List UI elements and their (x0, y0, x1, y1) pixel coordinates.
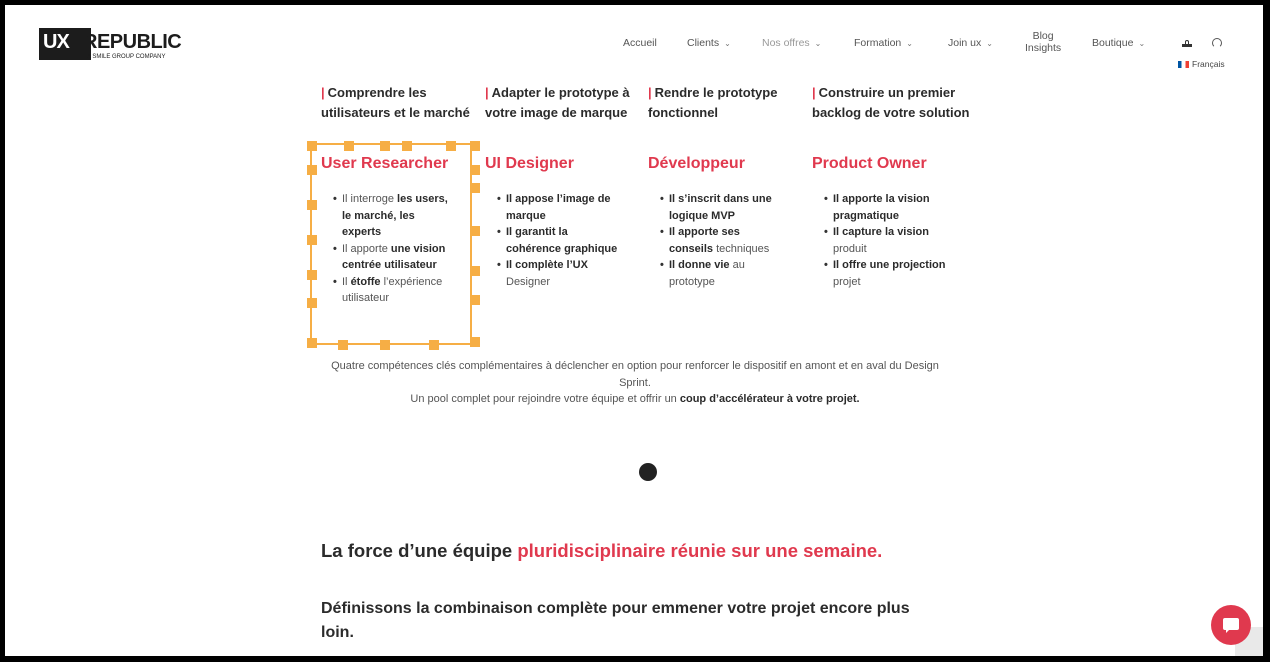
list-item-text: produit (833, 242, 867, 255)
nav-label: Join ux (948, 37, 982, 49)
nav-accueil[interactable] (623, 33, 657, 53)
list-item-bold: Il appose l’image de marque (506, 193, 611, 222)
page-frame (5, 5, 1263, 656)
list-item-text: Il interroge (342, 193, 398, 205)
resize-handle[interactable] (446, 141, 456, 151)
flag-fr-icon (1178, 61, 1189, 68)
nav-blog-insights[interactable] (1025, 30, 1061, 54)
nav-label: Boutique (1092, 37, 1134, 49)
resize-handle[interactable] (380, 340, 390, 350)
column-heading-3: | Rendre le prototype fonctionnel (648, 85, 778, 120)
chevron-down-icon: ⌄ (1138, 39, 1146, 48)
resize-handle[interactable] (307, 165, 317, 175)
resize-handle[interactable] (307, 235, 317, 245)
role-developpeur: Développeur (648, 155, 745, 172)
list-item-bold: Il apporte la vision pragmatique (833, 193, 930, 222)
nav-blog-line2: Insights (1025, 42, 1062, 54)
resize-handle[interactable] (470, 165, 480, 175)
list-item-bold: Il garantit la cohérence graphique (506, 226, 618, 255)
search-icon[interactable] (1212, 38, 1222, 48)
section-title-plain: La force d’une équipe (321, 540, 518, 561)
language-switcher[interactable] (1178, 59, 1225, 69)
role-list-3 (648, 191, 783, 290)
logo-republic-text: REPUBLIC (83, 31, 182, 53)
chevron-down-icon: ⌄ (814, 39, 822, 48)
list-item (485, 191, 620, 224)
list-item (812, 191, 947, 224)
list-item-bold: Il s’inscrit dans une logique MVP (669, 193, 772, 222)
resize-handle[interactable] (470, 226, 480, 236)
nav-boutique[interactable] (1092, 33, 1145, 54)
list-item-bold: Il donne vie (669, 259, 730, 271)
nav-formation[interactable] (854, 33, 913, 54)
column-heading-1: | Comprendre les utilisateurs et le marché (321, 85, 470, 120)
list-item-text: projet (833, 275, 861, 288)
nav-label: Formation (854, 37, 902, 49)
chat-button[interactable] (1211, 605, 1251, 645)
list-item-bold: Il capture la vision (833, 226, 929, 238)
resize-handle[interactable] (344, 141, 354, 151)
resize-handle[interactable] (338, 340, 348, 350)
list-item-text: l’expérience utilisateur (342, 275, 443, 304)
list-item (648, 191, 783, 224)
logo-tagline: A SMILE GROUP COMPANY (87, 54, 166, 60)
list-item-text: Il (342, 275, 351, 288)
resize-handle[interactable] (470, 266, 480, 276)
list-item (812, 224, 947, 257)
heading-text: Rendre le prototype fonctionnel (648, 85, 778, 120)
role-list-2 (485, 191, 620, 290)
list-item-text: techniques (713, 242, 770, 255)
resize-handle[interactable] (470, 183, 480, 193)
intro-line2-plain: Un pool complet pour rejoindre votre équipe et offrir un (410, 393, 680, 405)
heading-text: Comprendre les utilisateurs et le marché (321, 85, 470, 120)
resize-handle[interactable] (307, 338, 317, 348)
language-label: Français (1192, 59, 1225, 69)
resize-handle[interactable] (429, 340, 439, 350)
list-item-text: au prototype (669, 259, 745, 288)
intro-line2-bold: coup d’accélérateur à votre projet. (679, 393, 860, 405)
resize-handle[interactable] (307, 270, 317, 280)
cursor-dot (639, 463, 657, 481)
nav-join-ux[interactable] (948, 33, 993, 54)
column-heading-2: | Adapter le prototype à votre image de marque (485, 85, 630, 120)
selection-box[interactable] (310, 143, 472, 345)
list-item-text: Designer (506, 275, 551, 288)
cart-icon[interactable] (1181, 40, 1193, 50)
intro-paragraph (315, 358, 955, 408)
column-heading-4: | Construire un premier backlog de votre solution (812, 85, 970, 120)
resize-handle[interactable] (402, 141, 412, 151)
resize-handle[interactable] (470, 337, 480, 347)
list-item (812, 257, 947, 290)
role-product-owner: Product Owner (812, 155, 927, 172)
resize-handle[interactable] (380, 141, 390, 151)
heading-text: Construire un premier backlog de votre solution (812, 85, 970, 120)
list-item (648, 257, 783, 290)
role-user-researcher: User Researcher (321, 155, 449, 172)
resize-handle[interactable] (470, 141, 480, 151)
list-item-bold: une vision centrée utilisateur (342, 242, 446, 271)
resize-handle[interactable] (307, 141, 317, 151)
list-item-bold: les users, le marché, les experts (342, 193, 448, 238)
resize-handle[interactable] (470, 295, 480, 305)
section-title (321, 539, 941, 562)
section-title-accent: pluridisciplinaire réunie sur une semaine. (517, 540, 883, 561)
nav-nos-offres[interactable] (762, 33, 821, 54)
resize-handle[interactable] (307, 200, 317, 210)
role-ui-designer: UI Designer (485, 155, 574, 172)
chevron-down-icon: ⌄ (986, 39, 993, 48)
section-subtitle: Définissons la combinaison complète pour emmener votre projet encore plus loin. (321, 600, 910, 641)
list-item-bold: Il apporte ses conseils (669, 226, 740, 255)
chevron-down-icon: ⌄ (906, 39, 913, 48)
nav-label: Nos offres (762, 37, 810, 49)
list-item (485, 224, 620, 257)
list-item (648, 224, 783, 257)
intro-line2 (315, 391, 955, 408)
list-item-bold: Il offre une projection (833, 259, 946, 271)
nav-label: Accueil (623, 37, 657, 49)
resize-handle[interactable] (307, 298, 317, 308)
heading-text: Adapter le prototype à votre image de marque (485, 85, 630, 120)
list-item-bold: Il complète l’UX (506, 259, 588, 271)
nav-blog-line1: Blog (1032, 30, 1054, 42)
nav-clients[interactable] (687, 33, 731, 54)
logo-ux-text: UX (43, 31, 69, 53)
intro-line1: Quatre compétences clés complémentaires à déclencher en option pour renforcer le dispositif en amont et en aval du Design Sprint. (331, 360, 939, 389)
role-list-4 (812, 191, 947, 290)
list-item (485, 257, 620, 290)
logo[interactable] (39, 28, 182, 68)
chevron-down-icon: ⌄ (724, 39, 731, 48)
list-item-text: Il apporte (342, 242, 391, 255)
list-item-bold: étoffe (350, 275, 381, 288)
nav-label: Clients (687, 37, 720, 49)
